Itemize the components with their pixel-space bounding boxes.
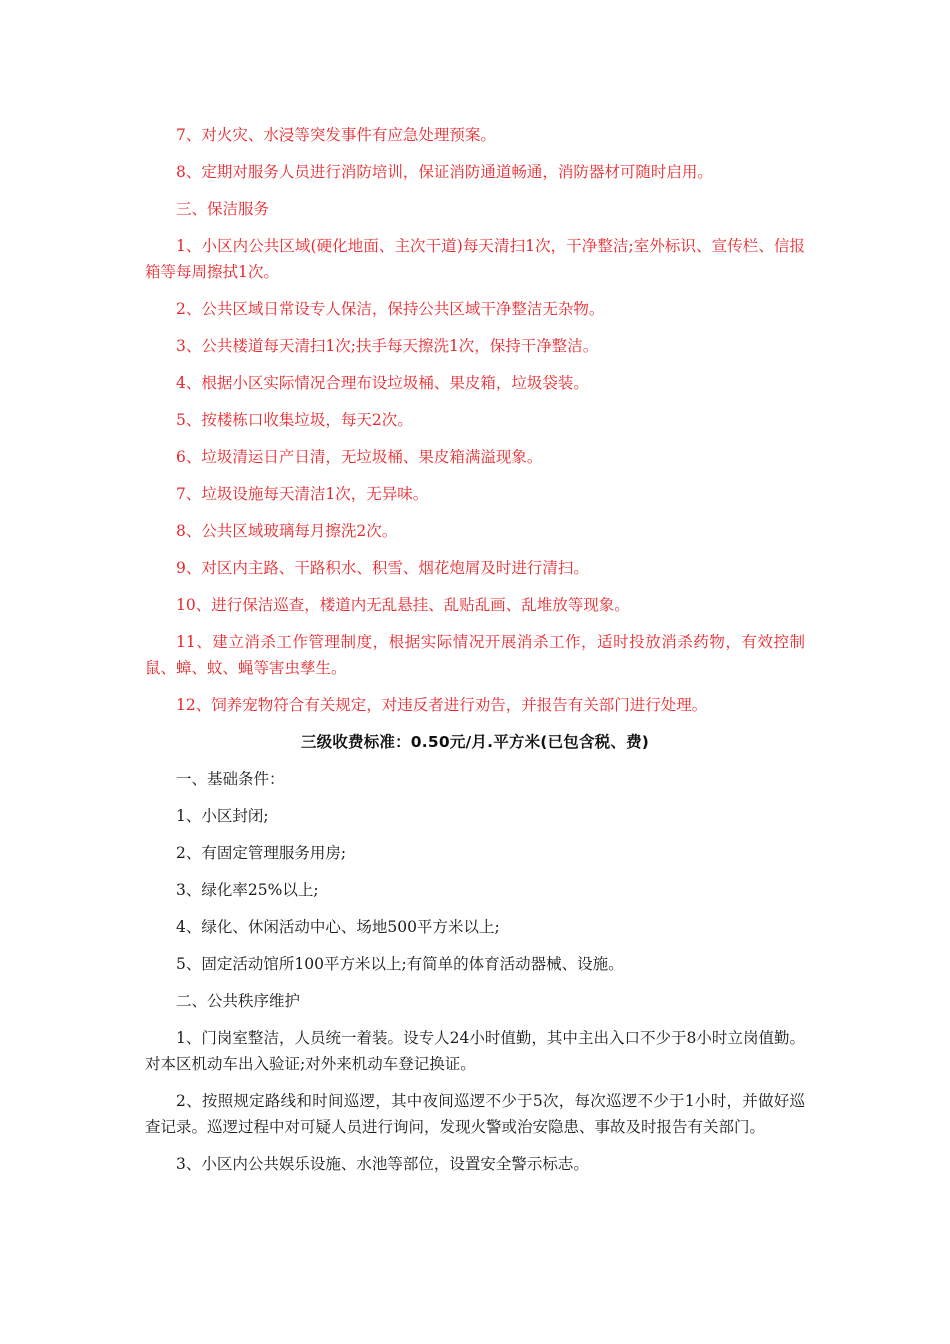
cleaning-item-12: 12、饲养宠物符合有关规定，对违反者进行劝告，并报告有关部门进行处理。 — [176, 696, 708, 714]
basic-condition-item-1: 1、小区封闭; — [176, 807, 269, 825]
public-order-item-1: 1、门岗室整洁，人员统一着装。设专人24小时值勤，其中主出入口不少于8小时立岗值勤。对本区机动车出入验证;对外来机动车登记换证。 — [145, 1029, 805, 1073]
cleaning-item-7: 7、垃圾设施每天清洁1次，无异味。 — [176, 485, 429, 503]
cleaning-item-3: 3、公共楼道每天清扫1次;扶手每天擦洗1次，保持干净整洁。 — [176, 337, 599, 355]
basic-condition-item-2: 2、有固定管理服务用房; — [176, 844, 347, 862]
basic-condition-item-3: 3、绿化率25%以上; — [176, 881, 319, 899]
cleaning-item-10: 10、进行保洁巡查，楼道内无乱悬挂、乱贴乱画、乱堆放等现象。 — [176, 596, 630, 614]
basic-conditions-section-title: 一、基础条件： — [176, 770, 285, 788]
basic-condition-item-5: 5、固定活动馆所100平方米以上;有简单的体育活动器械、设施。 — [176, 955, 624, 973]
cleaning-item-5: 5、按楼栋口收集垃圾，每天2次。 — [176, 411, 413, 429]
document-body — [145, 122, 805, 1188]
cleaning-item-2: 2、公共区域日常设专人保洁，保持公共区域干净整洁无杂物。 — [176, 300, 605, 318]
public-order-item-2: 2、按照规定路线和时间巡逻，其中夜间巡逻不少于5次，每次巡逻不少于1小时，并做好巡查记录。巡逻过程中对可疑人员进行询问，发现火警或治安隐患、事故及时报告有关部门。 — [145, 1092, 805, 1136]
fire-training-item: 8、定期对服务人员进行消防培训，保证消防通道畅通，消防器材可随时启用。 — [176, 163, 713, 181]
public-order-item-3: 3、小区内公共娱乐设施、水池等部位，设置安全警示标志。 — [176, 1155, 589, 1173]
cleaning-item-6: 6、垃圾清运日产日清，无垃圾桶、果皮箱满溢现象。 — [176, 448, 543, 466]
fee-standard-heading: 三级收费标准：0.50元/月.平方米(已包含税、费) — [300, 733, 650, 751]
cleaning-item-8: 8、公共区域玻璃每月擦洗2次。 — [176, 522, 398, 540]
basic-condition-item-4: 4、绿化、休闲活动中心、场地500平方米以上; — [176, 918, 500, 936]
public-order-section-title: 二、公共秩序维护 — [176, 992, 301, 1010]
cleaning-service-section-title: 三、保洁服务 — [176, 200, 270, 218]
cleaning-item-9: 9、对区内主路、干路积水、积雪、烟花炮屑及时进行清扫。 — [176, 559, 589, 577]
cleaning-item-4: 4、根据小区实际情况合理布设垃圾桶、果皮箱，垃圾袋装。 — [176, 374, 589, 392]
cleaning-item-1: 1、小区内公共区域(硬化地面、主次干道)每天清扫1次，干净整洁;室外标识、宣传栏、信报箱等每周擦拭1次。 — [145, 237, 805, 281]
fire-flood-emergency-item: 7、对火灾、水浸等突发事件有应急处理预案。 — [176, 126, 496, 144]
cleaning-item-11: 11、建立消杀工作管理制度，根据实际情况开展消杀工作，适时投放消杀药物，有效控制鼠、蟑、蚊、蝇等害虫孳生。 — [145, 633, 805, 677]
